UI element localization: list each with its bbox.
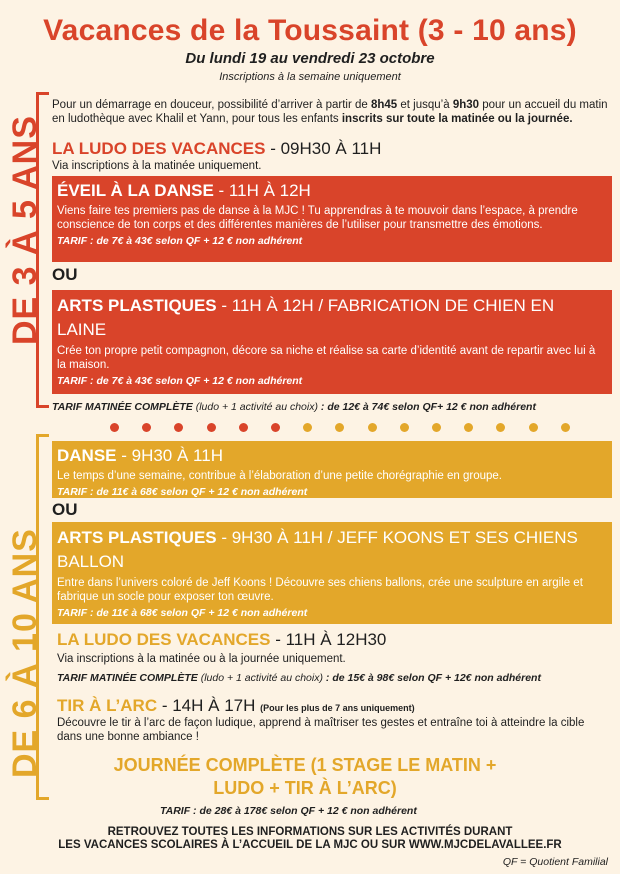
dot-divider (110, 423, 570, 432)
registration-note: Inscriptions à la semaine uniquement (219, 71, 401, 83)
ou-separator-1: OU (52, 265, 78, 284)
divider-dot (529, 423, 538, 432)
tir-arc-text: Découvre le tir à l’arc de façon ludique, apprend à maîtriser tes gestes et entraîne toi à atteindre la cible dans une bonne ambiance ! (57, 717, 585, 743)
age-label-6-10: DE 6 À 10 ANS (6, 528, 44, 778)
date-range: Du lundi 19 au vendredi 23 octobre (185, 50, 435, 67)
journee-tarif: TARIF : de 28€ à 178€ selon QF + 12 € non adhérent (160, 805, 417, 817)
age-label-3-5: DE 3 À 5 ANS (6, 115, 44, 345)
divider-dot (303, 423, 312, 432)
divider-dot (432, 423, 441, 432)
divider-dot (207, 423, 216, 432)
divider-dot (110, 423, 119, 432)
danse-box-6-10: DANSE - 9H30 À 11H Le temps d’une semaine, contribue à l’élaboration d’une petite chorégraphie en groupe. TARIF : de 11€ à 68€ selon QF + 12 € non adhérent (52, 441, 612, 498)
ou-separator-2: OU (52, 500, 78, 519)
tir-arc-heading: TIR À L’ARC - 14H À 17H (Pour les plus de 7 ans uniquement) (57, 696, 415, 715)
bracket-6-10 (36, 434, 49, 800)
divider-dot (368, 423, 377, 432)
footer-info: RETROUVEZ TOUTES LES INFORMATIONS SUR LES ACTIVITÉS DURANT LES VACANCES SCOLAIRES À L’ACCUEIL DE LA MJC OU SUR WWW.MJCDELAVALLEE.FR (58, 826, 562, 851)
ludo-heading-3-5: LA LUDO DES VACANCES - 09H30 À 11H (52, 139, 382, 158)
divider-dot (464, 423, 473, 432)
eveil-danse-box: ÉVEIL À LA DANSE - 11H À 12H Viens faire tes premiers pas de danse à la MJC ! Tu apprendras à te mouvoir dans l’espace, à prendre conscience de ton corps et des différentes manières de l’utiliser pour transmettre des émotions. TARIF : de 7€ à 43€ selon QF + 12 € non adhérent (52, 176, 612, 262)
arts-plastiques-box-6-10: ARTS PLASTIQUES - 9H30 À 11H / JEFF KOONS ET SES CHIENS BALLON Entre dans l’univers coloré de Jeff Koons ! Découvre ses chiens ballons, crée une sculpture en argile et fabrique un socle pour exposer ton œuvre. TARIF : de 11€ à 68€ selon QF + 12 € non adhérent (52, 522, 612, 624)
divider-dot (400, 423, 409, 432)
divider-dot (335, 423, 344, 432)
divider-dot (142, 423, 151, 432)
divider-dot (496, 423, 505, 432)
divider-dot (174, 423, 183, 432)
divider-dot (239, 423, 248, 432)
bracket-3-5 (36, 92, 49, 408)
matinee-tarif-3-5: TARIF MATINÉE COMPLÈTE (ludo + 1 activité au choix) : de 12€ à 74€ selon QF+ 12 € non adhérent (52, 401, 536, 413)
divider-dot (561, 423, 570, 432)
matinee-tarif-6-10: TARIF MATINÉE COMPLÈTE (ludo + 1 activité au choix) : de 15€ à 98€ selon QF + 12€ non adhérent (57, 672, 541, 684)
ludo-heading-6-10: LA LUDO DES VACANCES - 11H À 12H30 (57, 630, 387, 649)
qf-legend: QF = Quotient Familial (502, 856, 608, 868)
journee-complete-heading: JOURNÉE COMPLÈTE (1 STAGE LE MATIN + LUDO + TIR À L’ARC) (113, 755, 497, 798)
page-title: Vacances de la Toussaint (3 - 10 ans) (43, 14, 577, 47)
ludo-text-6-10: Via inscriptions à la matinée ou à la journée uniquement. (57, 653, 346, 665)
ludo-text-3-5: Via inscriptions à la matinée uniquement. (52, 160, 262, 172)
arts-plastiques-box-3-5: ARTS PLASTIQUES - 11H À 12H / FABRICATION DE CHIEN EN LAINE Crée ton propre petit compagnon, décore sa niche et réalise sa carte d’identité avant de repartir avec lui à la maison. TARIF : de 7€ à 43€ selon QF + 12 € non adhérent (52, 290, 612, 394)
intro-paragraph: Pour un démarrage en douceur, possibilité d’arriver à partir de 8h45 et jusqu’à 9h30 pour un accueil du matin en ludothèque avec Khalil et Yann, pour tous les enfants inscrits sur toute la matinée ou la journée. (52, 99, 608, 125)
divider-dot (271, 423, 280, 432)
